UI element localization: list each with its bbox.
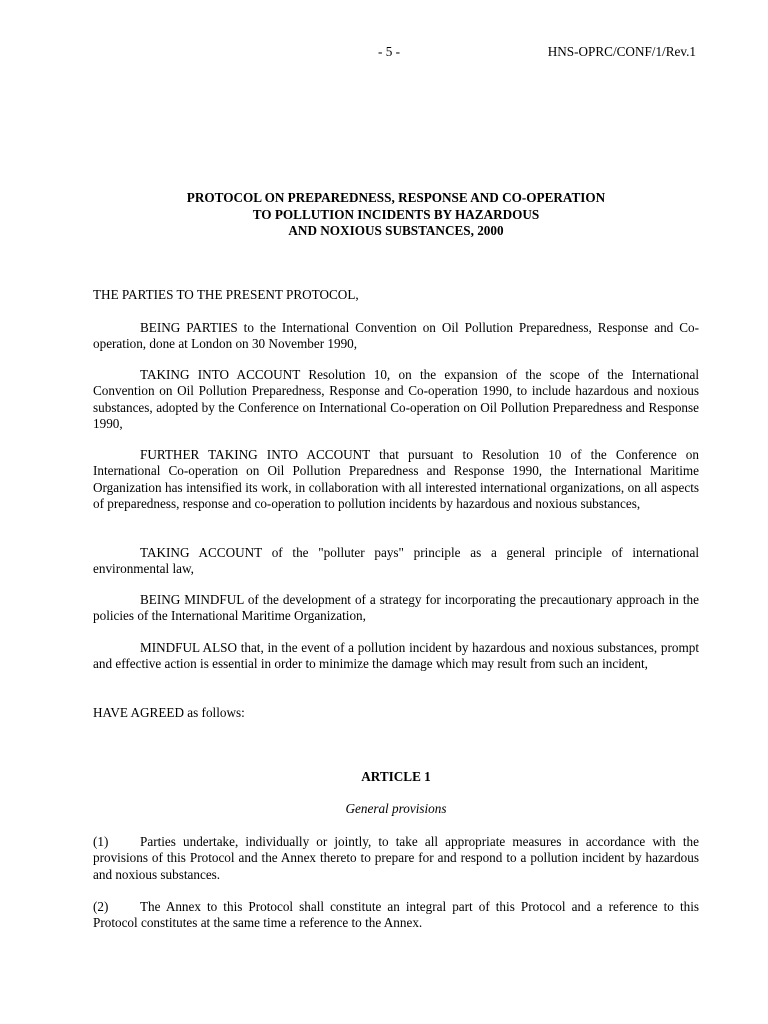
title-line-2: TO POLLUTION INCIDENTS BY HAZARDOUS: [252, 206, 540, 222]
preamble-opening: THE PARTIES TO THE PRESENT PROTOCOL,: [93, 287, 359, 302]
title-line-1: PROTOCOL ON PREPAREDNESS, RESPONSE AND CO-OPERATION: [186, 190, 606, 205]
paragraph-text: Parties undertake, individually or jointly, to take all appropriate measures in accordance with the provisions of this Protocol and the Annex thereto to prepare for and respond to a pollution incident by hazardous and noxious substances.: [93, 834, 699, 882]
preamble-paragraph: TAKING ACCOUNT of the "polluter pays" principle as a general principle of international environmental law,: [93, 545, 699, 577]
article-paragraph: [93, 834, 699, 883]
article-subheading: General provisions: [345, 801, 447, 816]
preamble-paragraph: FURTHER TAKING INTO ACCOUNT that pursuant to Resolution 10 of the Conference on International Co-operation on Oil Pollution Preparedness and Response 1990, the International Maritime Organization has intensified its work, in collaboration with all interested international organizations, on all aspects of preparedness, response and co-operation to pollution incidents by hazardous and noxious substances,: [93, 447, 699, 512]
page-number: - 5 -: [378, 44, 400, 59]
preamble-paragraph: TAKING INTO ACCOUNT Resolution 10, on the expansion of the scope of the International Convention on Oil Pollution Preparedness, Response and Co-operation 1990, to include hazardous and noxious substances, adopted by the Conference on International Co-operation on Oil Pollution Preparedness and Response 1990,: [93, 367, 699, 432]
document-title: [93, 190, 699, 240]
paragraph-number: (2): [93, 899, 109, 914]
preamble-paragraph: MINDFUL ALSO that, in the event of a pollution incident by hazardous and noxious substances, prompt and effective action is essential in order to minimize the damage which may result from such an incident,: [93, 640, 699, 672]
article-paragraph: [93, 899, 699, 932]
preamble-paragraph: BEING MINDFUL of the development of a strategy for incorporating the precautionary approach in the policies of the International Maritime Organization,: [93, 592, 699, 624]
paragraph-text: The Annex to this Protocol shall constitute an integral part of this Protocol and a reference to this Protocol constitutes at the same time a reference to the Annex.: [93, 899, 699, 931]
document-reference: HNS-OPRC/CONF/1/Rev.1: [547, 44, 696, 59]
article-heading: ARTICLE 1: [361, 769, 431, 784]
preamble-paragraph: BEING PARTIES to the International Convention on Oil Pollution Preparedness, Response and Co-operation, done at London on 30 November 1990,: [93, 320, 699, 352]
title-line-3: AND NOXIOUS SUBSTANCES, 2000: [288, 223, 504, 238]
paragraph-number: (1): [93, 834, 109, 849]
page-header: [0, 44, 768, 62]
agreement-clause: HAVE AGREED as follows:: [93, 705, 245, 720]
